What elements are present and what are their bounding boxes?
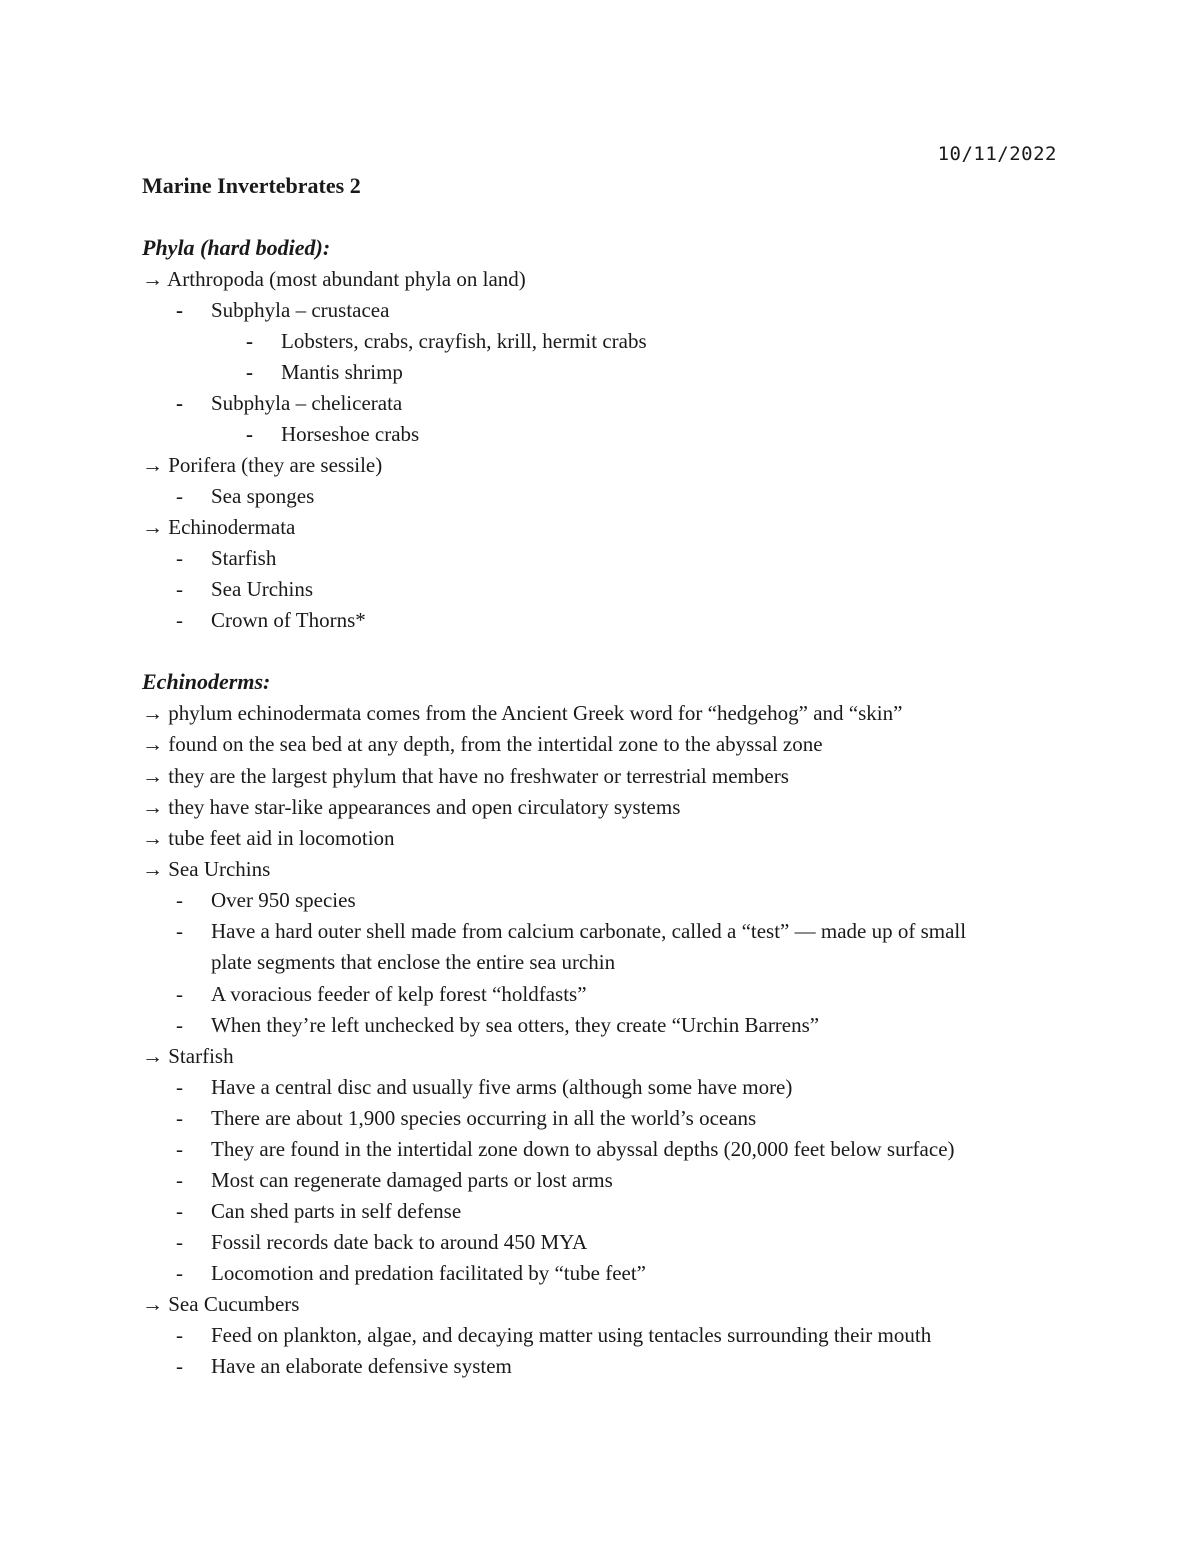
bullet-dash: - <box>246 422 253 446</box>
bullet-dash: - <box>176 577 183 601</box>
bullet-dash: - <box>176 391 183 415</box>
list-item-text: Have an elaborate defensive system <box>211 1354 512 1378</box>
list-item-text: Subphyla – chelicerata <box>211 391 403 415</box>
list-item-text: Horseshoe crabs <box>281 422 420 446</box>
echinodermata-line: → Echinodermata <box>142 515 296 539</box>
list-item-text: plate segments that enclose the entire sea urchin <box>211 950 616 974</box>
list-item-text: Have a central disc and usually five arms (although some have more) <box>211 1075 793 1099</box>
bullet-dash: - <box>176 484 183 508</box>
arrow-line: → tube feet aid in locomotion <box>142 826 395 850</box>
list-item-text: Locomotion and predation facilitated by “tube feet” <box>211 1261 646 1285</box>
bullet-dash: - <box>176 608 183 632</box>
list-item-text: Feed on plankton, algae, and decaying matter using tentacles surrounding their mouth <box>211 1323 932 1347</box>
phyla-heading: Phyla (hard bodied): <box>142 235 331 260</box>
list-item-text: A voracious feeder of kelp forest “holdfasts” <box>211 982 587 1006</box>
list-item-text: Lobsters, crabs, crayfish, krill, hermit crabs <box>281 329 647 353</box>
list-item-text: Sea Urchins <box>211 577 314 601</box>
bullet-dash: - <box>176 1013 183 1037</box>
list-item-text: Fossil records date back to around 450 MYA <box>211 1230 588 1254</box>
bullet-dash: - <box>176 1199 183 1223</box>
bullet-dash: - <box>176 1137 183 1161</box>
starfish-line: → Starfish <box>142 1044 234 1068</box>
bullet-dash: - <box>176 1354 183 1378</box>
bullet-dash: - <box>176 546 183 570</box>
bullet-dash: - <box>176 982 183 1006</box>
list-item-text: Subphyla – crustacea <box>211 298 390 322</box>
list-item-text: Mantis shrimp <box>281 360 403 384</box>
arrow-line: → found on the sea bed at any depth, from the intertidal zone to the abyssal zone <box>142 732 823 756</box>
bullet-dash: - <box>176 298 183 322</box>
document-date: 10/11/2022 <box>937 143 1057 165</box>
sea-urchins-line: → Sea Urchins <box>142 857 271 881</box>
bullet-dash: - <box>176 1261 183 1285</box>
list-item-text: Sea sponges <box>211 484 315 508</box>
list-item-text: There are about 1,900 species occurring in all the world’s oceans <box>211 1106 757 1130</box>
bullet-dash: - <box>176 1323 183 1347</box>
bullet-dash: - <box>246 329 253 353</box>
list-item-text: They are found in the intertidal zone down to abyssal depths (20,000 feet below surface) <box>211 1137 955 1161</box>
bullet-dash: - <box>176 1106 183 1130</box>
list-item-text: Can shed parts in self defense <box>211 1199 462 1223</box>
bullet-dash: - <box>246 360 253 384</box>
bullet-dash: - <box>176 919 183 943</box>
bullet-dash: - <box>176 1075 183 1099</box>
arrow-line: → phylum echinodermata comes from the Ancient Greek word for “hedgehog” and “skin” <box>142 701 903 725</box>
echinoderms-heading: Echinoderms: <box>142 669 271 694</box>
arrow-line: → they are the largest phylum that have no freshwater or terrestrial members <box>142 764 789 788</box>
list-item-text: Most can regenerate damaged parts or lost arms <box>211 1168 613 1192</box>
arthropoda-line: → Arthropoda (most abundant phyla on land) <box>142 267 526 291</box>
list-item-text: Starfish <box>211 546 277 570</box>
porifera-line: → Porifera (they are sessile) <box>142 453 383 477</box>
bullet-dash: - <box>176 1230 183 1254</box>
list-item-text: Have a hard outer shell made from calcium carbonate, called a “test” — made up of small <box>211 919 967 943</box>
list-item-text: Crown of Thorns* <box>211 608 366 632</box>
arrow-line: → they have star-like appearances and open circulatory systems <box>142 795 681 819</box>
list-item-text: Over 950 species <box>211 888 356 912</box>
bullet-dash: - <box>176 1168 183 1192</box>
document-title: Marine Invertebrates 2 <box>142 173 361 198</box>
sea-cucumbers-line: → Sea Cucumbers <box>142 1292 300 1316</box>
bullet-dash: - <box>176 888 183 912</box>
list-item-text: When they’re left unchecked by sea otters, they create “Urchin Barrens” <box>211 1013 820 1037</box>
